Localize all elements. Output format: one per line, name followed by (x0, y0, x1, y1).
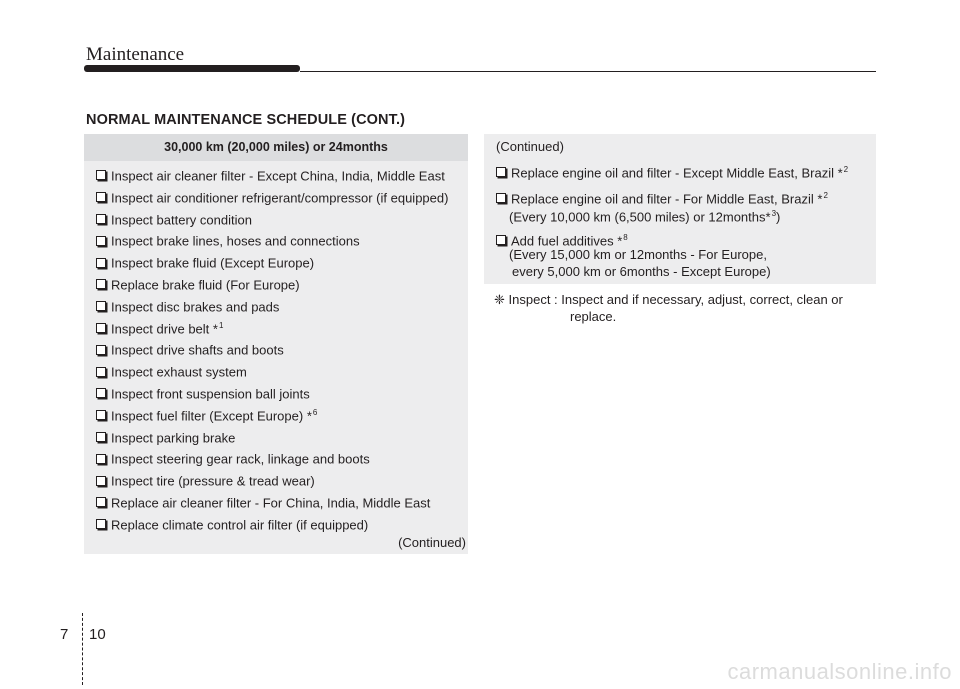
checkbox-icon (96, 345, 106, 355)
checkbox-icon (96, 279, 106, 289)
checkbox-icon (96, 410, 106, 420)
checkbox-icon (496, 167, 506, 177)
checkbox-icon (96, 367, 106, 377)
note-line-1: Inspect : Inspect and if necessary, adjust, correct, clean or (508, 292, 843, 307)
checkbox-icon (96, 258, 106, 268)
checkbox-icon (496, 235, 506, 245)
header-rule-thick (84, 65, 300, 72)
checklist-item-detail: (Every 10,000 km (6,500 miles) or 12months*$^3$) (509, 209, 781, 225)
note-line-2: replace. (570, 309, 617, 324)
checklist-item: Replace air cleaner filter - For China, India, Middle East (96, 492, 431, 511)
checkbox-icon (96, 323, 106, 333)
schedule-panel-30000km (84, 134, 468, 554)
checklist-item: Replace engine oil and filter - Except Middle East, Brazil *$^2$ (496, 162, 848, 181)
checkbox-icon (96, 454, 106, 464)
chapter-number: 7 (60, 626, 69, 643)
watermark: carmanualsonline.info (727, 659, 952, 684)
inspect-note (494, 291, 843, 325)
checkbox-icon (96, 214, 106, 224)
header-rule-thin (300, 71, 876, 72)
checkbox-icon (96, 301, 106, 311)
checklist-item: Inspect brake fluid (Except Europe) (96, 252, 315, 271)
checkbox-icon (96, 236, 106, 246)
checklist-item: Inspect air cleaner filter - Except China, India, Middle East (96, 165, 446, 184)
section-heading: NORMAL MAINTENANCE SCHEDULE (CONT.) (86, 112, 406, 128)
checklist-item: Inspect tire (pressure & tread wear) (96, 470, 316, 489)
checklist-item: Inspect brake lines, hoses and connections (96, 230, 361, 249)
checkbox-icon (496, 193, 506, 203)
checklist-item: Inspect air conditioner refrigerant/compressor (if equipped) (96, 187, 449, 206)
continued-label: (Continued) (398, 535, 466, 550)
schedule-panel-continued (484, 134, 876, 284)
checklist-item: Replace brake fluid (For Europe) (96, 274, 301, 293)
checklist-item-detail: (Every 15,000 km or 12months - For Europe, (509, 247, 767, 262)
checklist-item: Inspect disc brakes and pads (96, 296, 280, 315)
note-symbol-icon: ❈ (494, 292, 505, 307)
checklist-item: Replace engine oil and filter - For Middle East, Brazil *$^2$ (496, 188, 828, 207)
page-header-title: Maintenance (86, 44, 185, 65)
checkbox-icon (96, 432, 106, 442)
checklist-item: Inspect fuel filter (Except Europe) *$^6$ (96, 405, 317, 424)
checklist-item: Inspect drive shafts and boots (96, 339, 285, 358)
checklist-item: Inspect parking brake (96, 427, 236, 446)
checklist-item: Inspect exhaust system (96, 361, 248, 380)
checkbox-icon (96, 476, 106, 486)
checklist-item: Inspect steering gear rack, linkage and boots (96, 448, 371, 467)
checklist-item: Inspect battery condition (96, 209, 253, 228)
footer-divider (82, 613, 83, 685)
page-number: 10 (89, 626, 106, 643)
checkbox-icon (96, 497, 106, 507)
checklist-item: Replace climate control air filter (if equipped) (96, 514, 369, 533)
continued-label: (Continued) (496, 139, 564, 154)
checklist-item: Inspect drive belt *$^1$ (96, 318, 223, 337)
checklist-item: Inspect front suspension ball joints (96, 383, 311, 402)
checkbox-icon (96, 519, 106, 529)
checklist-item-detail: every 5,000 km or 6months - Except Europe) (512, 264, 771, 279)
checklist-item: Add fuel additives *$^8$ (496, 230, 628, 249)
checkbox-icon (96, 192, 106, 202)
interval-heading: 30,000 km (20,000 miles) or 24months (84, 134, 468, 161)
checkbox-icon (96, 388, 106, 398)
checkbox-icon (96, 170, 106, 180)
